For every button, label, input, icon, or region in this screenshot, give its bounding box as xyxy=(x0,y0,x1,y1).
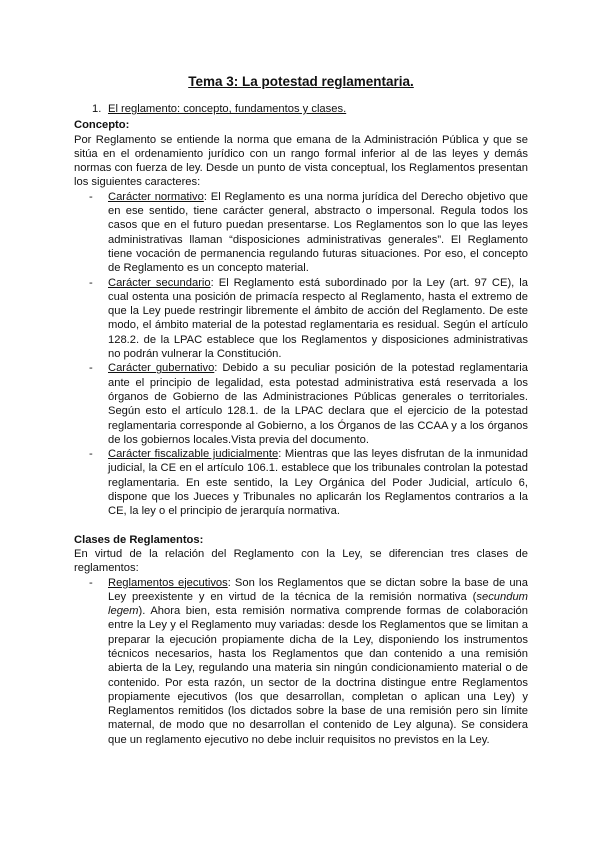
item-text: : El Reglamento está subordinado por la Ley (art. 97 CE), la cual ostenta una posición de primacía respecto al Reglamento, hasta el extremo de que la Ley puede restringir libremente el ámbito de acción del Reglamento. De este modo, el ámbito material de la potestad reglamentaria es residual. Según el artículo 128.2. de la LPAC establece que los Reglamentos y disposiciones administrativas no podrán vulnerar la Constitución. xyxy=(108,276,528,361)
item-italic: secundum legem xyxy=(108,590,528,618)
clases-intro: En virtud de la relación del Reglamento con la Ley, se diferencian tres clases de reglamentos: xyxy=(74,547,528,575)
dash-bullet: - xyxy=(89,190,93,203)
spacer xyxy=(74,519,528,533)
concepto-list xyxy=(74,190,528,519)
item-text: : El Reglamento es una norma jurídica del Derecho objetivo que en ese sentido, tiene carácter general, abstracto o impersonal. Regula todos los casos que en el futuro puedan presentarse. Los Reglamentos son lo que las leyes administrativas llaman “disposiciones administrativas generales”. El Reglamento tiene vocación de permanencia regulando futuras situaciones. Por eso, el concepto de Reglamento es un concepto material. xyxy=(108,190,528,275)
dash-bullet: - xyxy=(89,362,93,375)
item-term: Reglamentos ejecutivos xyxy=(108,576,228,589)
section-number: 1. xyxy=(92,103,102,115)
section-label: El reglamento: concepto, fundamentos y clases. xyxy=(108,103,347,115)
item-text: : Mientras que las leyes disfrutan de la inmunidad judicial, la CE en el artículo 106.1. establece que los tribunales controlan la potestad reglamentaria. En este sentido, la Ley Orgánica del Poder Judicial, artículo 6, dispone que los Jueces y Tribunales no aplicarán los Reglamentos contrarios a la CE, la ley o el principio de jerarquía normativa. xyxy=(108,448,529,518)
dash-bullet: - xyxy=(89,448,93,461)
item-term: Carácter normativo xyxy=(108,190,204,203)
item-text: ). Ahora bien, esta remisión normativa comprende formas de colaboración entre la Ley y el Reglamento muy variadas: desde los Reglamentos que se limitan a preparar la ejecución propiamente dicha de la Ley, disponiendo los instrumentos técnicos necesarios, hasta los Reglamentos que dan contenido a una remisión abierta de la Ley, regulando una materia sin ningún condicionamiento material o de contenido. Por esta razón, un sector de la doctrina distingue entre Reglamentos propiamente ejecutivos (los que desarrollan, completan o aplican una Ley) y Reglamentos remitidos (los dictados sobre la base de una remisión pero sin límite maternal, de modo que no desarrollan el contenido de Ley alguna). Se considera que un reglamento ejecutivo no debe incluir requisitos no previstos en la Ley. xyxy=(108,605,528,746)
clases-heading: Clases de Reglamentos: xyxy=(74,533,204,546)
list-item xyxy=(89,447,529,518)
section-heading xyxy=(92,102,528,116)
dash-bullet: - xyxy=(89,576,93,589)
item-term: Carácter fiscalizable judicialmente xyxy=(108,448,279,461)
list-item xyxy=(89,276,528,362)
list-item xyxy=(89,190,528,276)
list-item xyxy=(89,361,528,447)
item-text: : Debido a su peculiar posición de la potestad reglamentaria ante el principio de legalidad, esta potestad administrativa está reservada a los órganos de Gobierno de las Administraciones Públicas generales o territoriales. Según esto el artículo 128.1. de la LPAC declara que el ejercicio de la potestad reglamentaria corresponde al Gobierno, a los Órganos de las CCAA y a los órganos de los gobiernos locales.Vista previa del documento. xyxy=(108,362,528,446)
concepto-intro: Por Reglamento se entiende la norma que emana de la Administración Pública y que se sitúa en el ordenamiento jurídico con un rango formal inferior al de las leyes y demás normas con fuerza de ley. Desde un punto de vista conceptual, los Reglamentos presentan los siguientes caracteres: xyxy=(74,133,528,189)
concepto-heading: Concepto: xyxy=(74,119,130,132)
dash-bullet: - xyxy=(89,276,93,289)
list-item xyxy=(89,576,528,748)
page-title: Tema 3: La potestad reglamentaria. xyxy=(188,74,414,89)
clases-list xyxy=(74,576,528,748)
item-term: Carácter secundario xyxy=(108,276,211,289)
item-text: : Son los Reglamentos que se dictan sobre la base de una Ley preexistente y en virtud de la técnica de la remisión normativa ( xyxy=(108,576,528,603)
item-term: Carácter gubernativo xyxy=(108,362,215,375)
